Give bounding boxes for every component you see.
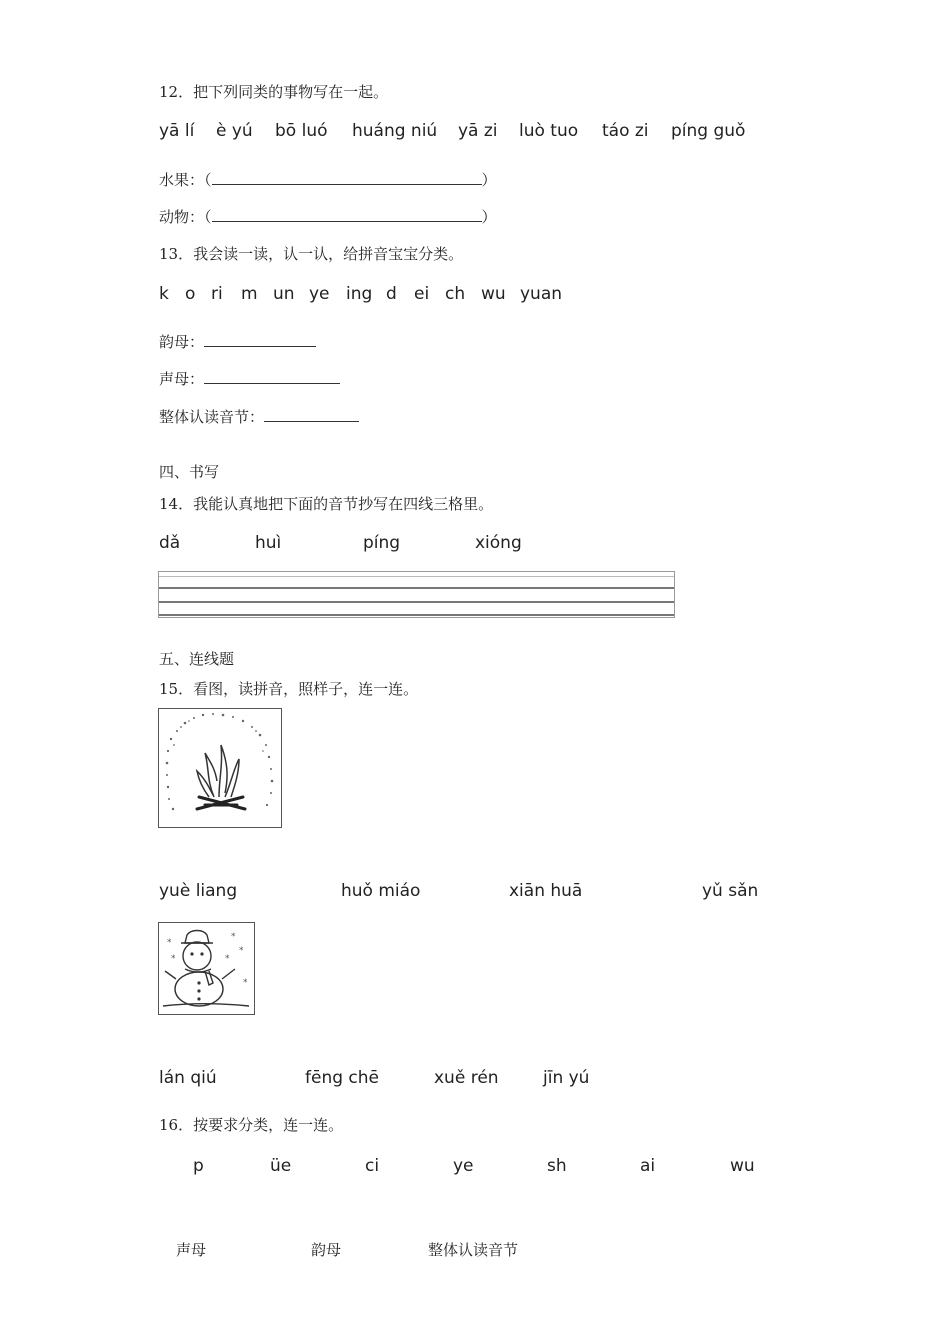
- fruit-label: 水果：（: [159, 171, 212, 189]
- q12-word: è yú: [216, 121, 253, 141]
- q13-item: o: [185, 284, 196, 304]
- q12-fruit-row: [159, 169, 497, 190]
- q15-option[interactable]: lán qiú: [159, 1068, 217, 1088]
- grid-line: [159, 587, 674, 589]
- q13-item: m: [241, 284, 258, 304]
- q15-title: 15．看图，读拼音，照样子，连一连。: [159, 680, 419, 698]
- fruit-close-paren: ）: [481, 171, 497, 189]
- q13-shengmu-row: [159, 368, 340, 389]
- q13-item: un: [273, 284, 295, 304]
- q15-option[interactable]: xuě rén: [434, 1068, 499, 1088]
- q13-item: ei: [414, 284, 430, 304]
- fruit-answer-blank[interactable]: [212, 170, 482, 185]
- zhengti-label: 整体认读音节：: [159, 408, 265, 426]
- q13-item: ri: [211, 284, 223, 304]
- category-shengmu[interactable]: 声母: [176, 1241, 207, 1259]
- q12-word: yā lí: [159, 121, 195, 141]
- four-line-three-grid[interactable]: [158, 571, 675, 618]
- q13-item: d: [386, 284, 397, 304]
- q16-title: 16．按要求分类，连一连。: [159, 1116, 344, 1134]
- q15-option[interactable]: fēng chē: [305, 1068, 379, 1088]
- grid-line: [159, 601, 674, 603]
- q13-item: k: [159, 284, 169, 304]
- q13-item: ing: [346, 284, 373, 304]
- q15-option[interactable]: yǔ sǎn: [702, 881, 759, 901]
- q14-syllable: dǎ: [159, 533, 181, 553]
- grid-line: [159, 614, 674, 616]
- svg-text:*: *: [239, 946, 244, 956]
- q15-option[interactable]: yuè liang: [159, 881, 238, 901]
- svg-text:*: *: [225, 954, 230, 964]
- q16-item[interactable]: üe: [270, 1156, 292, 1176]
- campfire-picture[interactable]: [158, 708, 282, 828]
- q13-item: yuan: [520, 284, 563, 304]
- zhengti-answer-blank[interactable]: [264, 407, 359, 422]
- q13-title: 13．我会读一读，认一认，给拼音宝宝分类。: [159, 245, 464, 263]
- q13-zhengti-row: [159, 406, 359, 427]
- q12-word: píng guǒ: [671, 121, 746, 141]
- svg-text:*: *: [231, 932, 236, 942]
- q13-item: ch: [445, 284, 466, 304]
- q16-item[interactable]: p: [193, 1156, 204, 1176]
- svg-text:*: *: [243, 978, 248, 988]
- category-yunmu[interactable]: 韵母: [311, 1241, 342, 1259]
- q15-option[interactable]: jīn yú: [543, 1068, 590, 1088]
- q14-syllable: píng: [363, 533, 401, 553]
- q13-item: ye: [309, 284, 330, 304]
- q14-syllable: xióng: [475, 533, 522, 553]
- q16-item[interactable]: sh: [547, 1156, 567, 1176]
- grid-line: [159, 576, 674, 577]
- q15-option[interactable]: huǒ miáo: [341, 881, 421, 901]
- shengmu-answer-blank[interactable]: [204, 369, 340, 384]
- section-4-heading: 四、书写: [159, 463, 220, 481]
- yunmu-label: 韵母：: [159, 333, 205, 351]
- q12-word: luò tuo: [519, 121, 579, 141]
- svg-text:*: *: [167, 938, 172, 948]
- q13-yunmu-row: [159, 331, 316, 352]
- q14-title: 14．我能认真地把下面的音节抄写在四线三格里。: [159, 495, 494, 513]
- section-5-heading: 五、连线题: [159, 650, 235, 668]
- snowman-icon: [159, 923, 254, 1014]
- shengmu-label: 声母：: [159, 370, 205, 388]
- category-zhengti[interactable]: 整体认读音节: [428, 1241, 519, 1259]
- q12-word: táo zi: [602, 121, 649, 141]
- q16-item[interactable]: ai: [640, 1156, 656, 1176]
- animal-label: 动物：（: [159, 208, 212, 226]
- q13-item: wu: [481, 284, 506, 304]
- animal-answer-blank[interactable]: [212, 207, 482, 222]
- snowman-picture[interactable]: [158, 922, 255, 1015]
- q12-word: bō luó: [275, 121, 328, 141]
- q12-word: huáng niú: [352, 121, 438, 141]
- q12-title: 12．把下列同类的事物写在一起。: [159, 83, 389, 101]
- q15-option[interactable]: xiān huā: [509, 881, 583, 901]
- campfire-icon: [159, 709, 281, 827]
- q14-syllable: huì: [255, 533, 282, 553]
- q16-item[interactable]: wu: [730, 1156, 755, 1176]
- animal-close-paren: ）: [481, 208, 497, 226]
- q16-item[interactable]: ye: [453, 1156, 474, 1176]
- q12-word: yā zi: [458, 121, 498, 141]
- svg-text:*: *: [171, 954, 176, 964]
- yunmu-answer-blank[interactable]: [204, 332, 316, 347]
- q16-item[interactable]: ci: [365, 1156, 380, 1176]
- q12-animal-row: [159, 206, 497, 227]
